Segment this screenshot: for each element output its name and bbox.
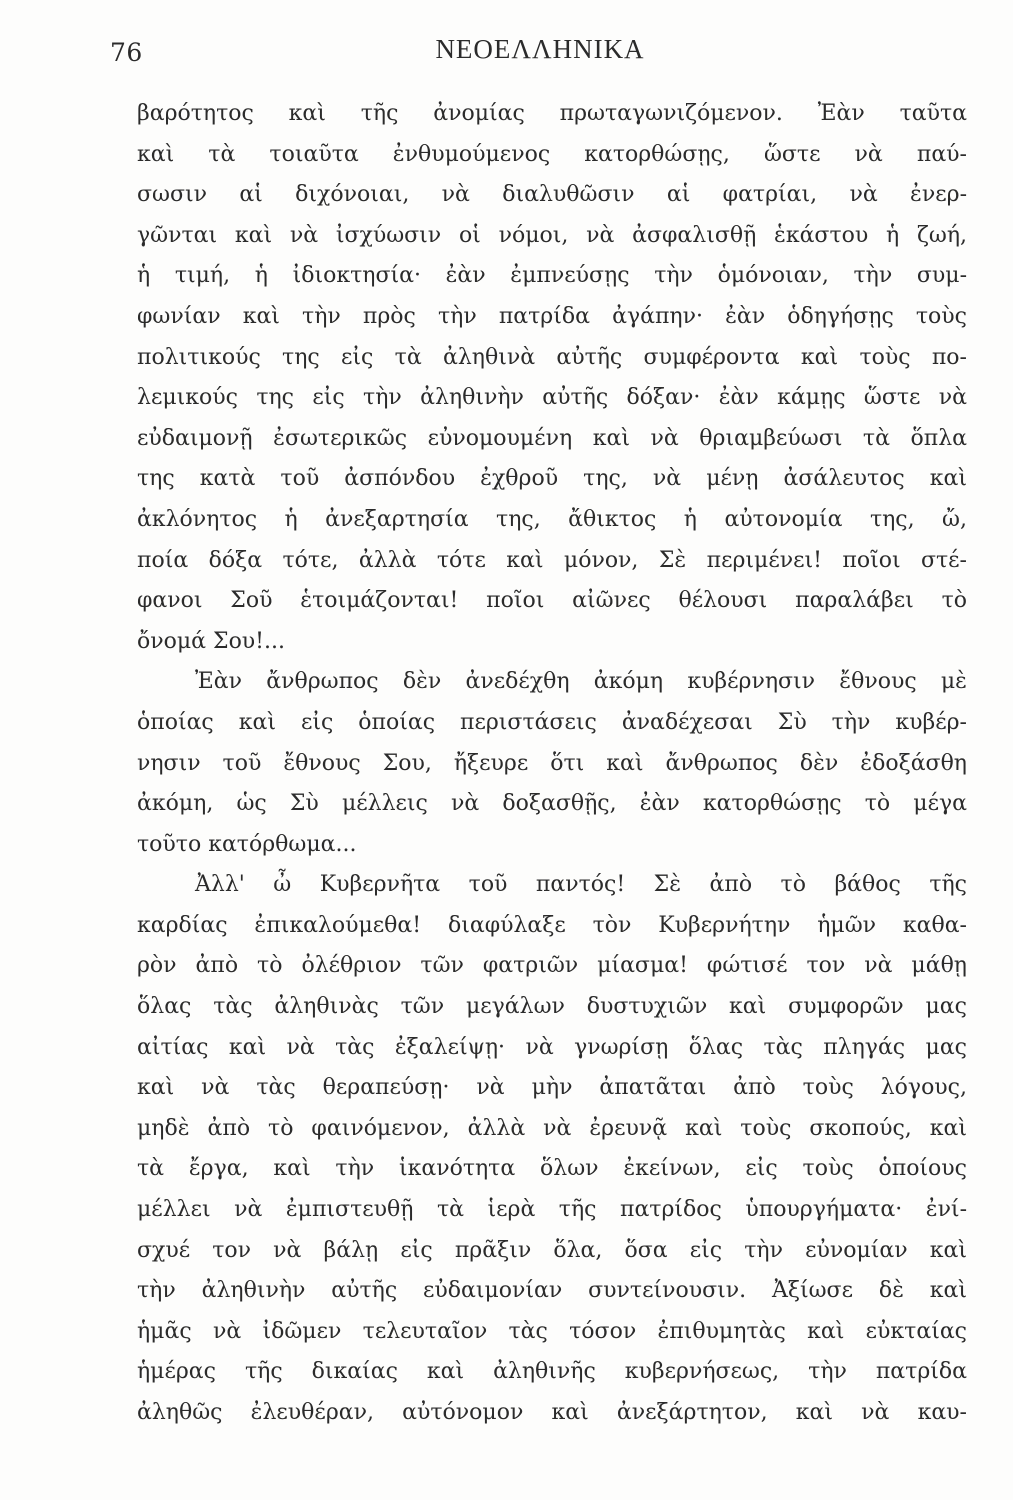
text-line: λεμικούς της εἰς τὴν ἀληθινὴν αὐτῆς δόξαν· ἐὰν κάμῃς ὥστε νὰ xyxy=(137,385,967,411)
text-line: βαρότητος καὶ τῆς ἀνομίας πρωταγωνιζόμενον. Ἐὰν ταῦτα xyxy=(137,101,967,126)
text-line: φωνίαν καὶ τὴν πρὸς τὴν πατρίδα ἀγάπην· ἐὰν ὁδηγήσῃς τοὺς xyxy=(137,303,967,329)
text-line: καρδίας ἐπικαλούμεθα! διαφύλαξε τὸν Κυβερνήτην ἡμῶν καθα- xyxy=(137,912,967,938)
text-line: νησιν τοῦ ἔθνους Σου, ἤξευρε ὅτι καὶ ἄνθρωπος δὲν ἐδοξάσθη xyxy=(137,750,967,776)
text-line: ἀκόμη, ὡς Σὺ μέλλεις νὰ δοξασθῇς, ἐὰν κατορθώσῃς τὸ μέγα xyxy=(137,791,967,817)
text-line: της κατὰ τοῦ ἀσπόνδου ἐχθροῦ της, νὰ μένῃ ἀσάλευτος καὶ xyxy=(137,466,967,492)
body-text xyxy=(137,94,967,1434)
text-line: γῶνται καὶ νὰ ἰσχύωσιν οἱ νόμοι, νὰ ἀσφαλισθῇ ἑκάστου ἡ ζωή, xyxy=(137,222,967,248)
paragraph-start-line: Ἐὰν ἄνθρωπος δὲν ἀνεδέχθη ἀκόμη κυβέρνησιν ἔθνους μὲ xyxy=(195,669,967,695)
text-line: ἡμέρας τῆς δικαίας καὶ ἀληθινῆς κυβερνήσεως, τὴν πατρίδα xyxy=(137,1359,967,1385)
running-title: ΝΕΟΕΛΛΗΝΙΚΑ xyxy=(435,34,645,64)
text-line: αἰτίας καὶ νὰ τὰς ἐξαλείψῃ· νὰ γνωρίσῃ ὅλας τὰς πληγάς μας xyxy=(137,1034,967,1060)
text-line: ρὸν ἀπὸ τὸ ὀλέθριον τῶν φατριῶν μίασμα! φώτισέ τον νὰ μάθῃ xyxy=(137,953,967,979)
text-line: ποία δόξα τότε, ἀλλὰ τότε καὶ μόνον, Σὲ περιμένει! ποῖοι στέ- xyxy=(137,547,967,573)
text-line: μέλλει νὰ ἐμπιστευθῇ τὰ ἱερὰ τῆς πατρίδος ὑπουργήματα· ἐνί- xyxy=(137,1197,967,1223)
text-line: καὶ νὰ τὰς θεραπεύσῃ· νὰ μὴν ἀπατᾶται ἀπὸ τοὺς λόγους, xyxy=(137,1075,967,1101)
text-line: ὁποίας καὶ εἰς ὁποίας περιστάσεις ἀναδέχεσαι Σὺ τὴν κυβέρ- xyxy=(137,709,967,735)
page-header xyxy=(110,30,970,70)
text-line: ἡμᾶς νὰ ἰδῶμεν τελευταῖον τὰς τόσον ἐπιθυμητὰς καὶ εὐκταίας xyxy=(137,1318,967,1344)
text-line: μηδὲ ἀπὸ τὸ φαινόμενον, ἀλλὰ νὰ ἐρευνᾷ καὶ τοὺς σκοπούς, καὶ xyxy=(137,1115,967,1141)
text-line: τὰ ἔργα, καὶ τὴν ἱκανότητα ὅλων ἐκείνων, εἰς τοὺς ὁποίους xyxy=(137,1156,967,1182)
text-line: σχυέ τον νὰ βάλῃ εἰς πρᾶξιν ὅλα, ὅσα εἰς τὴν εὐνομίαν καὶ xyxy=(137,1237,967,1263)
text-line: ἀκλόνητος ἡ ἀνεξαρτησία της, ἄθικτος ἡ αὐτονομία της, ὤ, xyxy=(137,506,967,532)
text-line: εὐδαιμονῇ ἐσωτερικῶς εὐνομουμένη καὶ νὰ θριαμβεύωσι τὰ ὅπλα xyxy=(137,425,967,451)
text-line: πολιτικούς της εἰς τὰ ἀληθινὰ αὐτῆς συμφέροντα καὶ τοὺς πο- xyxy=(137,344,967,370)
paragraph-end-line: τοῦτο κατόρθωμα... xyxy=(137,831,357,857)
text-line: ἀληθῶς ἐλευθέραν, αὐτόνομον καὶ ἀνεξάρτητον, καὶ νὰ καυ- xyxy=(137,1400,967,1425)
text-line: τὴν ἀληθινὴν αὐτῆς εὐδαιμονίαν συντείνουσιν. Ἀξίωσε δὲ καὶ xyxy=(137,1278,967,1304)
text-line: σωσιν αἱ διχόνοιαι, νὰ διαλυθῶσιν αἱ φατρίαι, νὰ ἐνερ- xyxy=(137,182,967,208)
page-number: 76 xyxy=(110,38,143,67)
text-line: καὶ τὰ τοιαῦτα ἐνθυμούμενος κατορθώσῃς, ὥστε νὰ παύ- xyxy=(137,141,967,167)
paragraph-start-line: Ἀλλ' ὦ Κυβερνῆτα τοῦ παντός! Σὲ ἀπὸ τὸ βάθος τῆς xyxy=(195,872,967,898)
text-line: ἡ τιμή, ἡ ἰδιοκτησία· ἐὰν ἐμπνεύσῃς τὴν ὁμόνοιαν, τὴν συμ- xyxy=(137,263,967,289)
text-line: φανοι Σοῦ ἑτοιμάζονται! ποῖοι αἰῶνες θέλουσι παραλάβει τὸ xyxy=(137,588,967,614)
paragraph-end-line: ὄνομά Σου!... xyxy=(137,628,286,654)
text-line: ὅλας τὰς ἀληθινὰς τῶν μεγάλων δυστυχιῶν καὶ συμφορῶν μας xyxy=(137,994,967,1020)
